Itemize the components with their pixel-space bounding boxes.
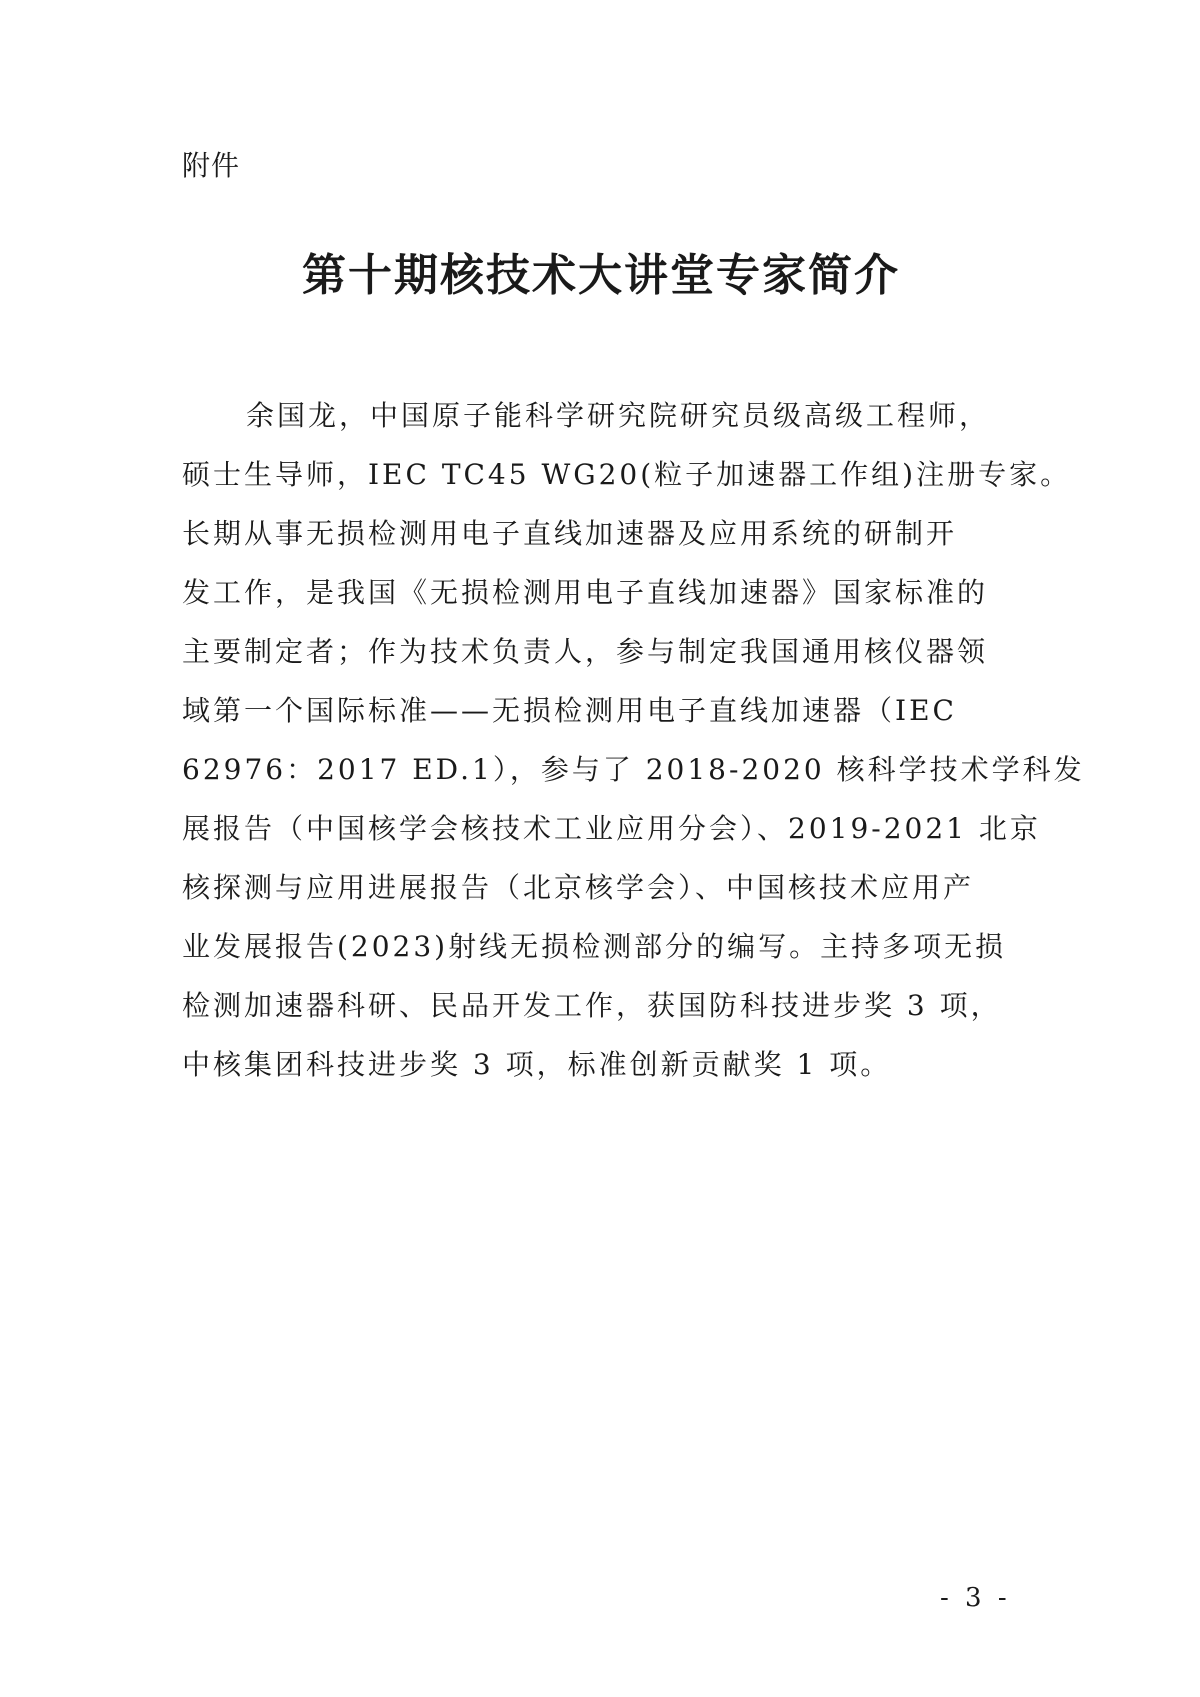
bio-line: 硕士生导师，IEC TC45 WG20(粒子加速器工作组)注册专家。	[182, 458, 1072, 491]
bio-line: 展报告（中国核学会核技术工业应用分会）、2019-2021 北京	[182, 812, 1041, 845]
bio-line: 余国龙，中国原子能科学研究院研究员级高级工程师，	[246, 399, 991, 432]
bio-line: 业发展报告(2023)射线无损检测部分的编写。主持多项无损	[182, 930, 1007, 963]
page-number: - 3 -	[940, 1583, 1011, 1613]
document-title: 第十期核技术大讲堂专家简介	[302, 250, 900, 301]
bio-line: 62976：2017 ED.1），参与了 2018-2020 核科学技术学科发	[182, 753, 1085, 786]
bio-line: 检测加速器科研、民品开发工作，获国防科技进步奖 3 项，	[182, 989, 1002, 1022]
bio-line: 中核集团科技进步奖 3 项，标准创新贡献奖 1 项。	[182, 1048, 892, 1081]
attachment-label: 附件	[182, 149, 241, 182]
bio-line: 域第一个国际标准——无损检测用电子直线加速器（IEC	[182, 694, 957, 727]
bio-line: 核探测与应用进展报告（北京核学会）、中国核技术应用产	[182, 871, 975, 904]
bio-line: 长期从事无损检测用电子直线加速器及应用系统的研制开	[182, 517, 958, 550]
bio-line: 发工作，是我国《无损检测用电子直线加速器》国家标准的	[182, 576, 989, 609]
expert-bio-paragraph	[182, 386, 1085, 1094]
bio-line: 主要制定者；作为技术负责人，参与制定我国通用核仪器领	[182, 635, 989, 668]
